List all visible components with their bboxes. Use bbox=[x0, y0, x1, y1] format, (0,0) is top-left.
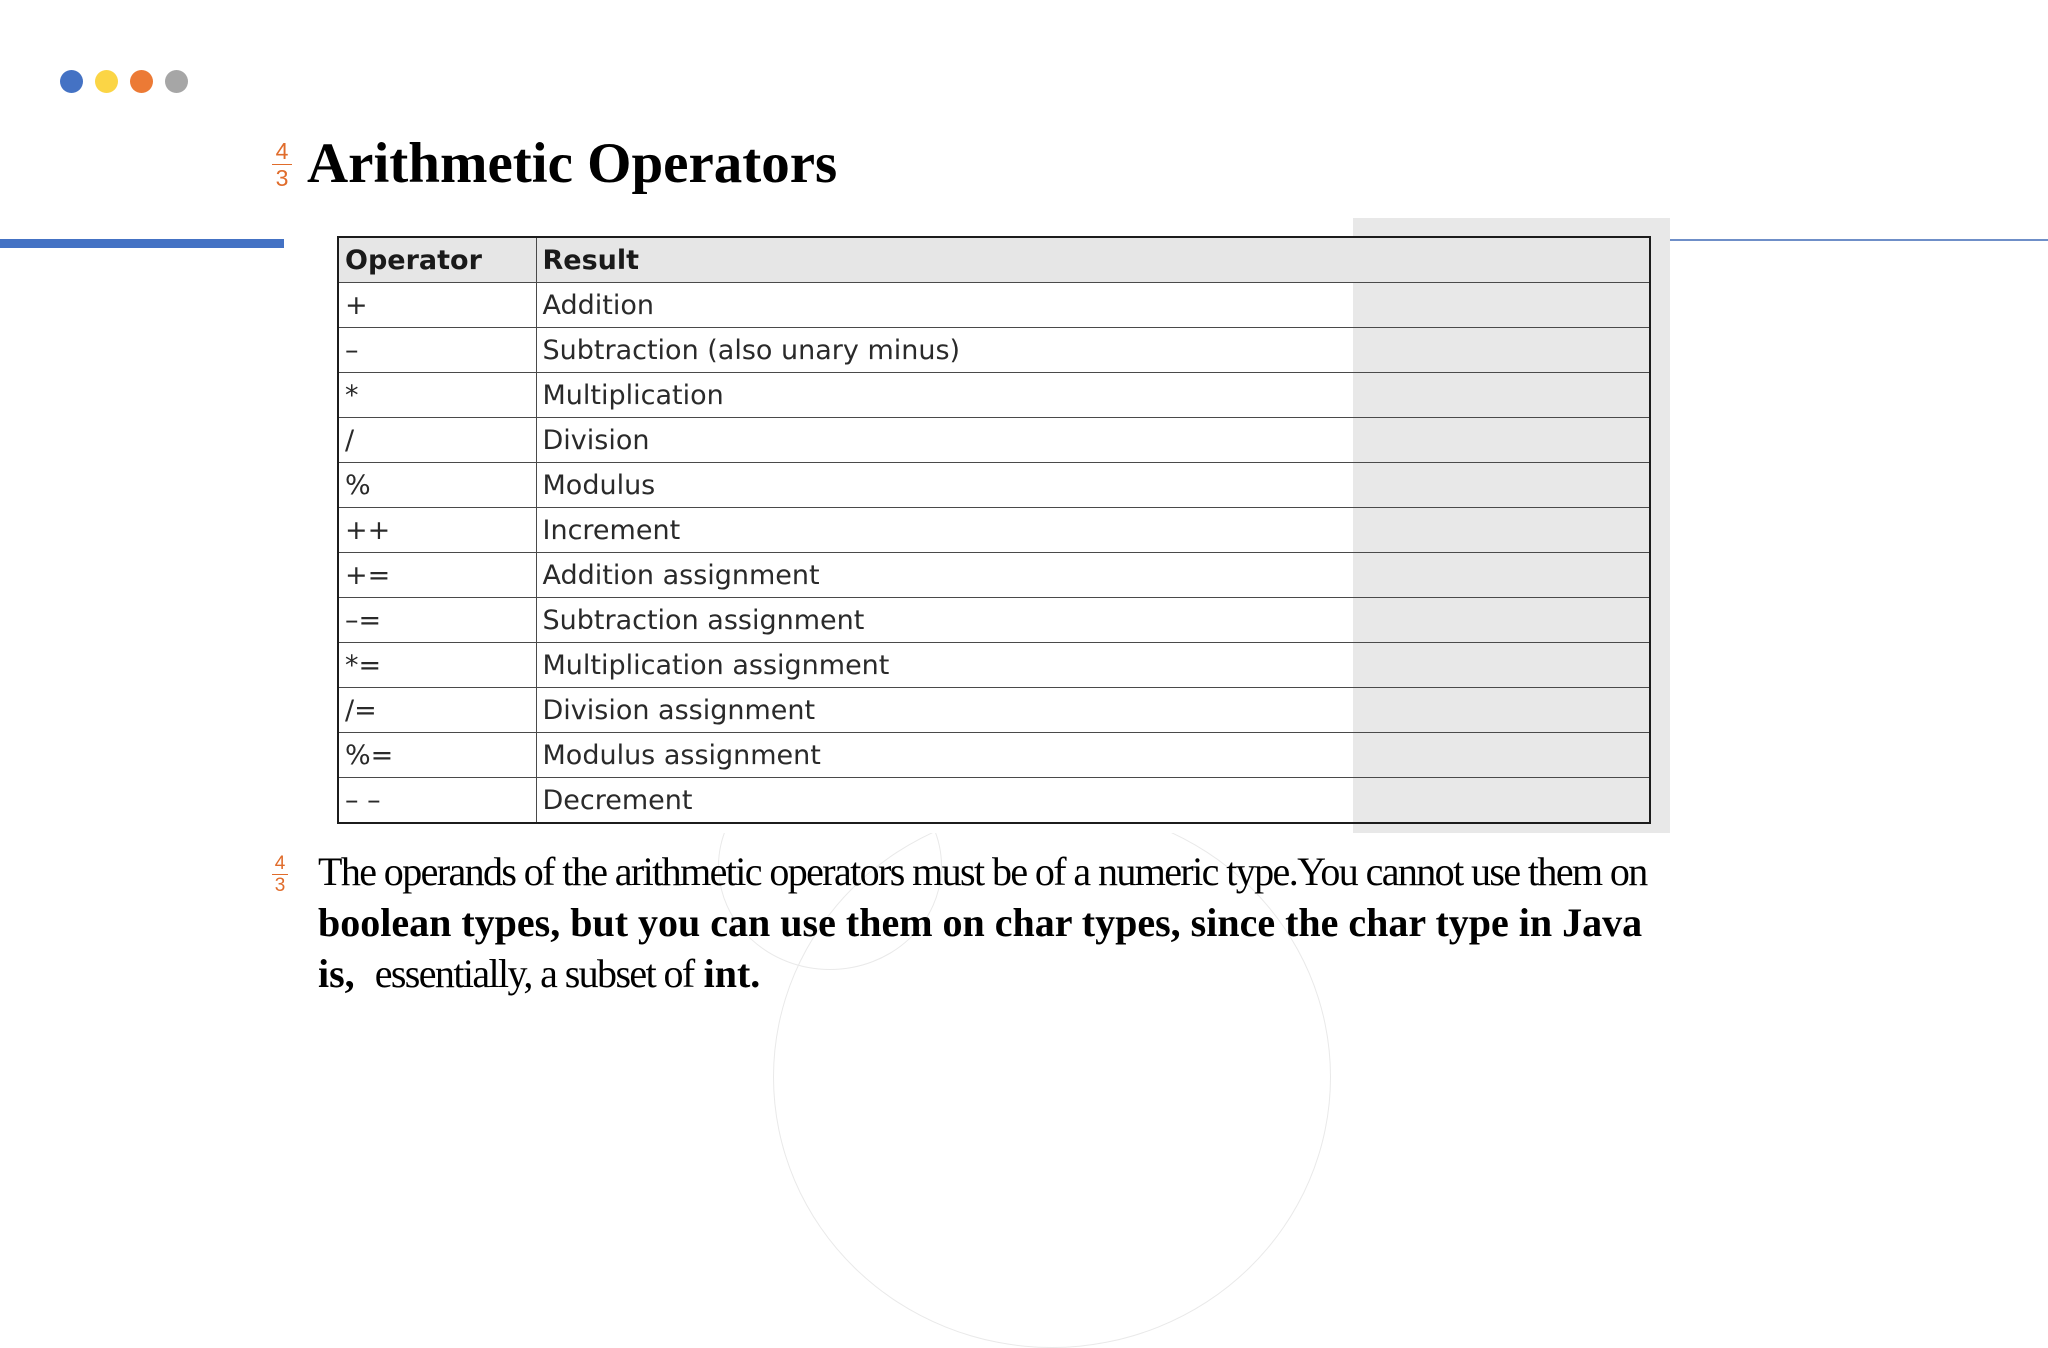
result-cell: Decrement bbox=[536, 778, 1650, 824]
result-cell: Division assignment bbox=[536, 688, 1650, 733]
yellow-dot-icon bbox=[95, 70, 118, 93]
operators-table bbox=[337, 236, 1651, 824]
title-underline-thin bbox=[1668, 239, 2048, 241]
operator-cell: + bbox=[338, 283, 536, 328]
table-row bbox=[338, 688, 1650, 733]
paragraph-text-plain-end: essentially, a subset of bbox=[374, 951, 694, 996]
paragraph-marker-denominator: 3 bbox=[274, 875, 286, 896]
operator-cell: ++ bbox=[338, 508, 536, 553]
table-row bbox=[338, 508, 1650, 553]
title-marker-denominator: 3 bbox=[275, 165, 289, 191]
result-cell: Modulus bbox=[536, 463, 1650, 508]
operator-cell: /= bbox=[338, 688, 536, 733]
operator-cell: += bbox=[338, 553, 536, 598]
operator-cell: %= bbox=[338, 733, 536, 778]
operator-cell: *= bbox=[338, 643, 536, 688]
header-operator: Operator bbox=[338, 237, 536, 283]
blue-dot-icon bbox=[60, 70, 83, 93]
result-cell: Multiplication assignment bbox=[536, 643, 1650, 688]
paragraph-marker-numerator: 4 bbox=[272, 854, 288, 875]
operator-cell: – bbox=[338, 328, 536, 373]
title-marker-numerator: 4 bbox=[272, 140, 292, 165]
paragraph-text-int: int. bbox=[703, 951, 761, 996]
paragraph-text-plain: The operands of the arithmetic operators must be of a numeric type.You cannot use them on bbox=[318, 849, 1647, 894]
body-paragraph bbox=[318, 846, 1778, 999]
result-cell: Division bbox=[536, 418, 1650, 463]
result-cell: Subtraction assignment bbox=[536, 598, 1650, 643]
table-row bbox=[338, 463, 1650, 508]
operator-cell: % bbox=[338, 463, 536, 508]
paragraph-text-bold: boolean types, but you can use them on char types, since the char type in Java is, bbox=[318, 900, 1643, 996]
table-row bbox=[338, 418, 1650, 463]
table-header-row bbox=[338, 237, 1650, 283]
operator-cell: * bbox=[338, 373, 536, 418]
title-underline-left bbox=[0, 239, 284, 248]
operators-table-image bbox=[300, 218, 1670, 833]
result-cell: Multiplication bbox=[536, 373, 1650, 418]
operator-cell: / bbox=[338, 418, 536, 463]
table-row bbox=[338, 733, 1650, 778]
gray-dot-icon bbox=[165, 70, 188, 93]
result-cell: Modulus assignment bbox=[536, 733, 1650, 778]
table-row bbox=[338, 283, 1650, 328]
header-result: Result bbox=[536, 237, 1650, 283]
slide-title: Arithmetic Operators bbox=[307, 132, 838, 195]
orange-dot-icon bbox=[130, 70, 153, 93]
window-dots bbox=[60, 70, 188, 93]
operator-cell: – – bbox=[338, 778, 536, 824]
result-cell: Addition bbox=[536, 283, 1650, 328]
table-row bbox=[338, 598, 1650, 643]
result-cell: Subtraction (also unary minus) bbox=[536, 328, 1650, 373]
title-bullet-marker bbox=[272, 140, 292, 190]
paragraph-bullet-marker bbox=[272, 854, 288, 895]
table-row bbox=[338, 328, 1650, 373]
table-row bbox=[338, 373, 1650, 418]
operator-cell: –= bbox=[338, 598, 536, 643]
table-row bbox=[338, 778, 1650, 824]
result-cell: Addition assignment bbox=[536, 553, 1650, 598]
result-cell: Increment bbox=[536, 508, 1650, 553]
table-row bbox=[338, 553, 1650, 598]
table-row bbox=[338, 643, 1650, 688]
